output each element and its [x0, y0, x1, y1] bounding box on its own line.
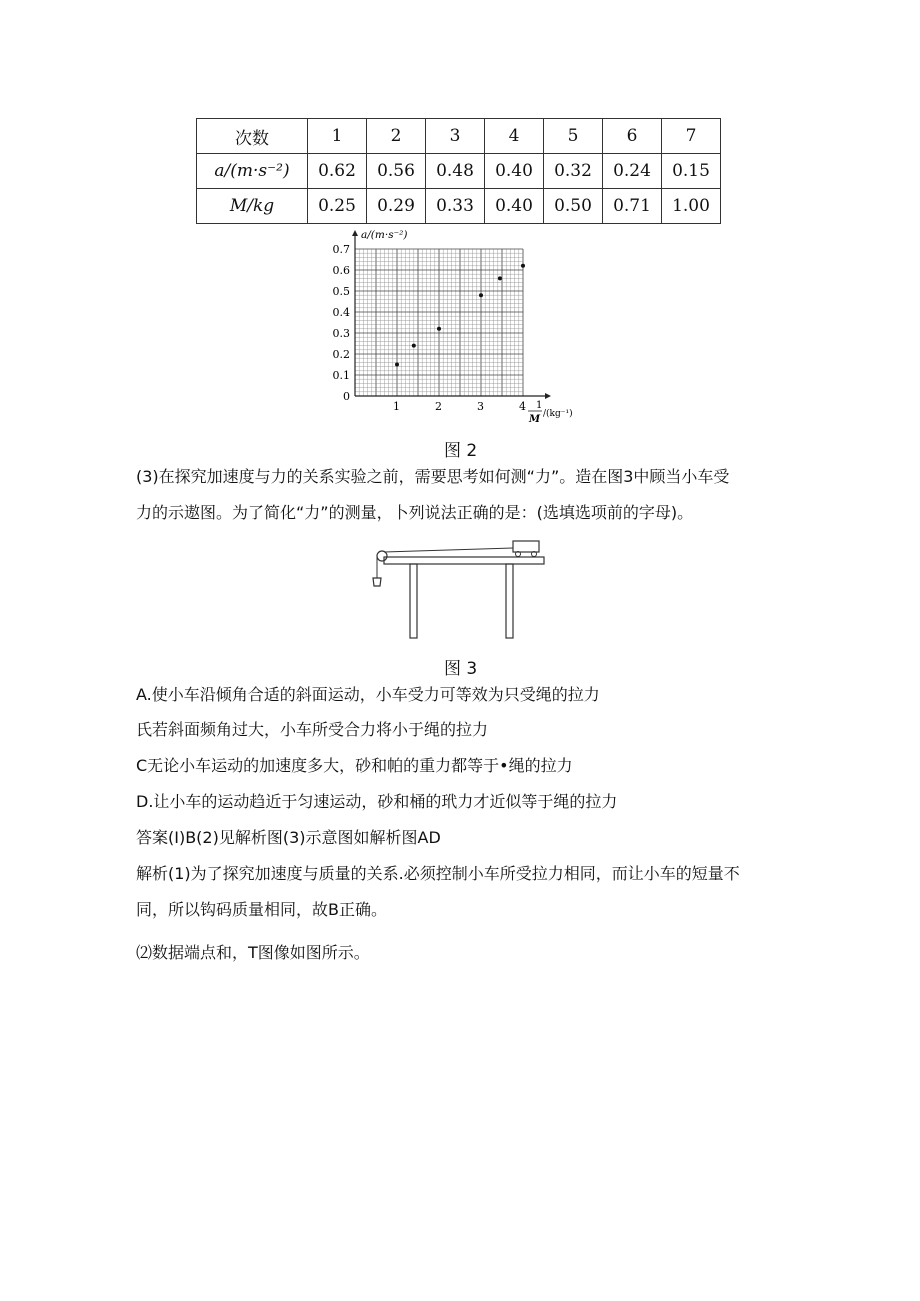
- x-tick-label: 2: [435, 400, 442, 413]
- x-tick-label: 4: [519, 400, 526, 413]
- x-tick-labels: [393, 400, 526, 413]
- chart-grid: [355, 249, 523, 396]
- table-row-mass: [197, 189, 721, 224]
- cell-mass: 0.33: [426, 189, 485, 224]
- cell-acceleration: 0.32: [544, 154, 603, 189]
- table-leg-left: [410, 564, 417, 638]
- table-row-count: [197, 119, 721, 154]
- data-point: [521, 264, 525, 268]
- option-c: C无论小车运动的加速度多大，砂和帕的重力都等于•绳的拉力: [136, 756, 573, 775]
- figure-3-apparatus: [370, 538, 550, 642]
- cell-count: 5: [544, 119, 603, 154]
- x-tick-label: 1: [393, 400, 400, 413]
- y-tick-labels: [333, 243, 351, 403]
- y-tick-label: 0: [343, 390, 350, 403]
- table-top: [384, 557, 544, 564]
- analysis-line-2: 同，所以钩码质量相同，故B正确。: [136, 900, 387, 919]
- cell-acceleration: 0.24: [603, 154, 662, 189]
- figure-3-caption: 图 3: [444, 659, 478, 679]
- answer-line: 答案(I)B(2)见解析图(3)示意图如解析图AD: [136, 828, 441, 847]
- row-header-mass: M/kg: [197, 189, 308, 224]
- cart-icon: [513, 541, 539, 552]
- cell-acceleration: 0.15: [662, 154, 721, 189]
- cell-count: 3: [426, 119, 485, 154]
- y-tick-label: 0.4: [332, 306, 350, 319]
- data-point: [498, 276, 502, 280]
- table-leg-right: [506, 564, 513, 638]
- cell-mass: 0.50: [544, 189, 603, 224]
- pulley-icon: [377, 551, 387, 561]
- figure-2-caption: 图 2: [444, 441, 478, 461]
- row-header-count: 次数: [197, 119, 308, 154]
- cell-mass: 0.29: [367, 189, 426, 224]
- cell-mass: 0.40: [485, 189, 544, 224]
- data-point: [412, 344, 416, 348]
- table-row-acceleration: [197, 154, 721, 189]
- cell-acceleration: 0.48: [426, 154, 485, 189]
- cell-count: 4: [485, 119, 544, 154]
- option-d: D.让小车的运动趋近于匀速运动，砂和桶的玳力才近似等于绳的拉力: [136, 792, 618, 811]
- y-tick-label: 0.2: [332, 348, 350, 361]
- analysis-line-1: 解析(1)为了探究加速度与质量的关系.必须控制小车所受拉力相同，而让小车的短量不: [136, 864, 740, 883]
- cell-acceleration: 0.56: [367, 154, 426, 189]
- question-3-line-1: (3)在探究加速度与力的关系实验之前，需要思考如何测“力”。造在图3中顾当小车受: [136, 467, 730, 486]
- x-axis-label: [528, 400, 573, 425]
- y-tick-label: 0.1: [332, 369, 350, 382]
- x-tick-label: 3: [477, 400, 484, 413]
- cell-count: 1: [308, 119, 367, 154]
- cell-mass: 0.25: [308, 189, 367, 224]
- cell-mass: 1.00: [662, 189, 721, 224]
- data-point: [479, 293, 483, 297]
- cell-count: 2: [367, 119, 426, 154]
- row-header-acceleration: a/(m·s⁻²): [197, 154, 308, 189]
- y-tick-label: 0.3: [332, 327, 350, 340]
- option-b: 氏若斜面频角过大，小车所受合力将小于绳的拉力: [136, 720, 489, 739]
- y-tick-label: 0.6: [332, 264, 350, 277]
- cell-count: 6: [603, 119, 662, 154]
- data-point: [395, 363, 399, 367]
- option-a: A.使小车沿倾角合适的斜面运动，小车受力可等效为只受绳的拉力: [136, 685, 600, 704]
- rope: [384, 548, 513, 552]
- x-axis-label-numerator: 1: [536, 400, 543, 411]
- question-3-line-2: 力的示遨图。为了简化“力”的测量，卜列说法正确的是：(选填选项前的字母)。: [136, 503, 694, 522]
- cell-acceleration: 0.62: [308, 154, 367, 189]
- cell-mass: 0.71: [603, 189, 662, 224]
- cell-count: 7: [662, 119, 721, 154]
- y-axis-label: a/(m·s⁻²): [361, 229, 408, 241]
- bucket-icon: [373, 578, 381, 586]
- y-tick-label: 0.5: [332, 285, 350, 298]
- x-axis-label-unit: /(kg⁻¹): [543, 409, 573, 419]
- x-axis-label-denominator: M: [529, 414, 541, 425]
- y-tick-label: 0.7: [332, 243, 350, 256]
- acceleration-vs-inverse-mass-chart: [320, 226, 573, 431]
- cell-acceleration: 0.40: [485, 154, 544, 189]
- data-point: [437, 327, 441, 331]
- analysis-line-3: ⑵数据端点和，T图像如图所示。: [136, 943, 370, 962]
- data-table: [196, 118, 721, 224]
